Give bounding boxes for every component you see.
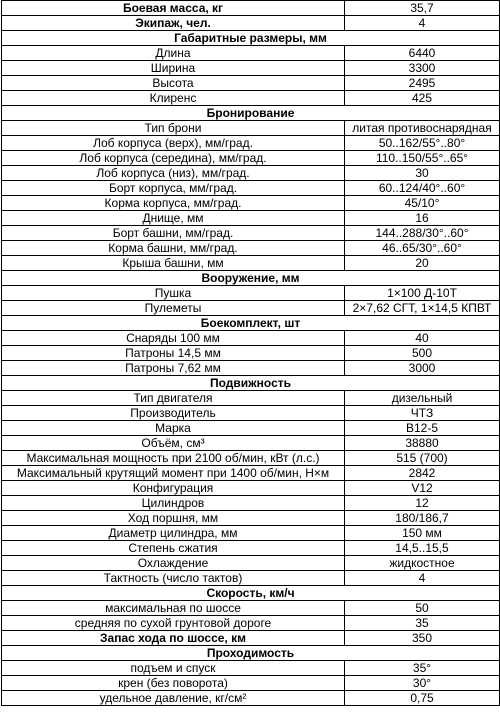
spec-row <box>2 481 500 496</box>
spec-row <box>2 16 500 31</box>
spec-row <box>2 151 500 166</box>
spec-value: 40 <box>345 331 500 346</box>
spec-label: Пушка <box>2 286 345 301</box>
spec-label: Лоб корпуса (середина), мм/град. <box>2 151 345 166</box>
spec-label: Тип двигателя <box>2 391 345 406</box>
spec-row <box>2 436 500 451</box>
spec-row <box>2 241 500 256</box>
section-header-row <box>2 316 500 331</box>
section-title: Бронирование <box>2 106 500 121</box>
spec-label: крен (без поворота) <box>2 676 345 691</box>
spec-label: Патроны 7,62 мм <box>2 361 345 376</box>
spec-label: Диаметр цилиндра, мм <box>2 526 345 541</box>
section-title: Подвижность <box>2 376 500 391</box>
spec-value: 0,75 <box>345 691 500 706</box>
spec-label: Конфигурация <box>2 481 345 496</box>
spec-value: 30 <box>345 166 500 181</box>
spec-label: Боевая масса, кг <box>2 1 345 16</box>
spec-label: Снаряды 100 мм <box>2 331 345 346</box>
spec-row <box>2 226 500 241</box>
spec-value: 500 <box>345 346 500 361</box>
spec-value: V12 <box>345 481 500 496</box>
spec-label: Корма корпуса, мм/град. <box>2 196 345 211</box>
spec-row <box>2 406 500 421</box>
spec-label: Корма башни, мм/град. <box>2 241 345 256</box>
spec-value: 16 <box>345 211 500 226</box>
spec-row <box>2 631 500 646</box>
spec-label: Лоб корпуса (низ), мм/град. <box>2 166 345 181</box>
spec-row <box>2 91 500 106</box>
spec-label: Патроны 14,5 мм <box>2 346 345 361</box>
spec-row <box>2 76 500 91</box>
spec-value: ЧТЗ <box>345 406 500 421</box>
spec-value: 180/186,7 <box>345 511 500 526</box>
spec-row <box>2 121 500 136</box>
spec-label: Производитель <box>2 406 345 421</box>
spec-row <box>2 1 500 16</box>
spec-value: 2×7,62 СГТ, 1×14,5 КПВТ <box>345 301 500 316</box>
spec-label: Борт корпуса, мм/град. <box>2 181 345 196</box>
spec-row <box>2 301 500 316</box>
spec-row <box>2 661 500 676</box>
spec-value: 110..150/55°..65° <box>345 151 500 166</box>
spec-row <box>2 166 500 181</box>
spec-row <box>2 391 500 406</box>
spec-value: 4 <box>345 571 500 586</box>
spec-value: 35,7 <box>345 1 500 16</box>
spec-value: 60..124/40°..60° <box>345 181 500 196</box>
spec-row <box>2 136 500 151</box>
spec-row <box>2 286 500 301</box>
spec-value: 3300 <box>345 61 500 76</box>
spec-label: Максимальный крутящий момент при 1400 об/мин, Н×м <box>2 466 345 481</box>
spec-label: Запас хода по шоссе, км <box>2 631 345 646</box>
spec-row <box>2 421 500 436</box>
section-header-row <box>2 31 500 46</box>
spec-label: Цилиндров <box>2 496 345 511</box>
spec-row <box>2 211 500 226</box>
spec-value: 45/10° <box>345 196 500 211</box>
spec-label: Объём, см³ <box>2 436 345 451</box>
spec-row <box>2 511 500 526</box>
spec-label: Лоб корпуса (верх), мм/град. <box>2 136 345 151</box>
spec-row <box>2 466 500 481</box>
spec-label: Марка <box>2 421 345 436</box>
spec-row <box>2 541 500 556</box>
spec-value: 144..288/30°..60° <box>345 226 500 241</box>
spec-value: 2842 <box>345 466 500 481</box>
spec-row <box>2 256 500 271</box>
spec-label: Крыша башни, мм <box>2 256 345 271</box>
section-title: Вооружение, мм <box>2 271 500 286</box>
spec-value: 35° <box>345 661 500 676</box>
spec-row <box>2 346 500 361</box>
spec-value: жидкостное <box>345 556 500 571</box>
section-header-row <box>2 106 500 121</box>
spec-value: дизельный <box>345 391 500 406</box>
section-title: Боекомплект, шт <box>2 316 500 331</box>
spec-label: Клиренс <box>2 91 345 106</box>
spec-row <box>2 691 500 706</box>
spec-value: 150 мм <box>345 526 500 541</box>
spec-row <box>2 331 500 346</box>
section-title: Скорость, км/ч <box>2 586 500 601</box>
spec-table <box>1 0 500 706</box>
section-header-row <box>2 271 500 286</box>
spec-label: Тактность (число тактов) <box>2 571 345 586</box>
spec-value: 30° <box>345 676 500 691</box>
spec-value: 20 <box>345 256 500 271</box>
spec-label: Тип брони <box>2 121 345 136</box>
section-header-row <box>2 646 500 661</box>
spec-label: Ход поршня, мм <box>2 511 345 526</box>
spec-label: Пулеметы <box>2 301 345 316</box>
spec-value: В12-5 <box>345 421 500 436</box>
spec-table-body <box>2 1 500 706</box>
spec-row <box>2 46 500 61</box>
spec-row <box>2 181 500 196</box>
spec-row <box>2 676 500 691</box>
spec-label: Охлаждение <box>2 556 345 571</box>
spec-value: 14,5..15,5 <box>345 541 500 556</box>
spec-value: 38880 <box>345 436 500 451</box>
spec-value: 50 <box>345 601 500 616</box>
spec-label: подъем и спуск <box>2 661 345 676</box>
spec-label: Днище, мм <box>2 211 345 226</box>
spec-value: 4 <box>345 16 500 31</box>
spec-row <box>2 451 500 466</box>
spec-value: 6440 <box>345 46 500 61</box>
section-title: Габаритные размеры, мм <box>2 31 500 46</box>
spec-row <box>2 601 500 616</box>
spec-value: 46..65/30°..60° <box>345 241 500 256</box>
spec-value: 350 <box>345 631 500 646</box>
spec-label: Экипаж, чел. <box>2 16 345 31</box>
spec-value: литая противоснарядная <box>345 121 500 136</box>
spec-value: 35 <box>345 616 500 631</box>
spec-row <box>2 526 500 541</box>
spec-row <box>2 61 500 76</box>
section-header-row <box>2 586 500 601</box>
section-header-row <box>2 376 500 391</box>
spec-value: 425 <box>345 91 500 106</box>
spec-label: Максимальная мощность при 2100 об/мин, кВт (л.с.) <box>2 451 345 466</box>
spec-row <box>2 496 500 511</box>
spec-row <box>2 196 500 211</box>
spec-row <box>2 616 500 631</box>
spec-label: средняя по сухой грунтовой дороге <box>2 616 345 631</box>
spec-row <box>2 571 500 586</box>
spec-value: 12 <box>345 496 500 511</box>
spec-value: 2495 <box>345 76 500 91</box>
spec-row <box>2 556 500 571</box>
spec-row <box>2 361 500 376</box>
section-title: Проходимость <box>2 646 500 661</box>
spec-label: Степень сжатия <box>2 541 345 556</box>
spec-label: Ширина <box>2 61 345 76</box>
spec-value: 3000 <box>345 361 500 376</box>
spec-value: 50..162/55°..80° <box>345 136 500 151</box>
spec-label: Высота <box>2 76 345 91</box>
spec-label: Длина <box>2 46 345 61</box>
spec-value: 1×100 Д-10Т <box>345 286 500 301</box>
spec-label: максимальная по шоссе <box>2 601 345 616</box>
spec-label: Борт башни, мм/град. <box>2 226 345 241</box>
spec-value: 515 (700) <box>345 451 500 466</box>
spec-label: удельное давление, кг/см² <box>2 691 345 706</box>
